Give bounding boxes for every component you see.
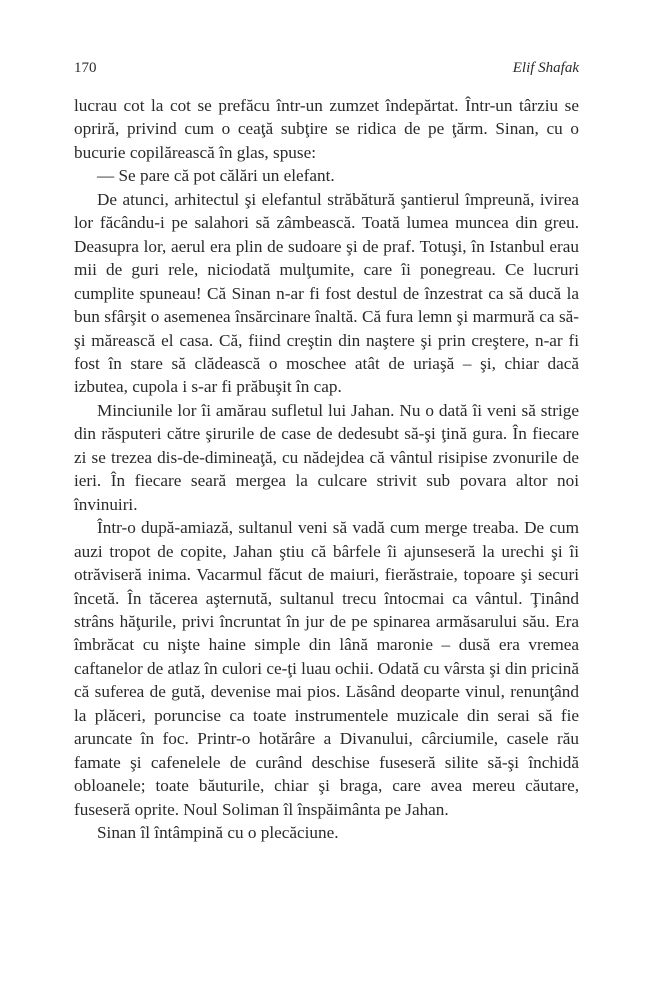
- paragraph: De atunci, arhitectul şi elefantul străbătură şantierul împreună, ivirea lor făcându-i pe salahori să zâmbească. Toată lumea muncea din greu. Deasupra lor, aerul era plin de sudoare şi de praf. Totuşi, în Istanbul erau mii de guri rele, niciodată mulţumite, care îi ponegreau. Ce lucruri cumplite spuneau! Că Sinan n-ar fi fost destul de înzestrat ca să ducă la bun sfârşit o asemenea însărcinare înaltă. Că fura lemn şi marmură ca să-şi mărească el casa. Că, fiind creştin din naştere şi prin creştere, n-ar fi fost în stare să clădească o moschee atât de uriaşă – şi, chiar dacă izbutea, cupola i s-ar fi prăbuşit în cap.: [74, 189, 579, 397]
- body-text: [74, 94, 579, 845]
- paragraph: Sinan îl întâmpină cu o plecăciune.: [97, 823, 339, 843]
- dialogue-line: — Se pare că pot călări un elefant.: [97, 166, 335, 186]
- author-name: Elif Shafak: [512, 60, 579, 76]
- running-head: [74, 60, 579, 84]
- paragraph: Într-o după-amiază, sultanul veni să vadă cum merge treaba. De cum auzi tropot de copite, Jahan ştiu că bârfele îi ajunseseră la urechi şi îi otrăviseră inima. Vacarmul făcut de maiuri, fierăstraie, topoare şi securi încetă. În tăcerea aşternută, sultanul trecu întocmai ca vântul. Ţinând strâns hăţurile, privi încruntat în jur de pe spinarea armăsarului său. Era îmbrăcat cu nişte haine simple din lână maronie – dusă era vremea caftanelor de atlaz în culori ce-ţi luau ochii. Odată cu vârsta şi din pricină că suferea de gută, devenise mai pios. Lăsând deoparte vinul, renunţând la plăceri, poruncise ca toate instrumentele muzicale din serai să fie aruncate în foc. Printr-o hotărâre a Divanului, cârciumile, casele rău famate şi cafenelele de curând deschise fuseseră silite să-şi închidă obloanele; toate băuturile, chiar şi braga, care avea mereu căutare, fuseseră oprite. Noul Soliman îl înspăimânta pe Jahan.: [74, 518, 579, 819]
- paragraph: Minciunile lor îi amărau sufletul lui Jahan. Nu o dată îi veni să strige din răsputeri către şirurile de case de dedesubt să-şi ţină gura. În fiecare zi se trezea dis-de-dimineaţă, cu nădejdea că vântul risipise zvonurile de ieri. În fiecare seară mergea la culcare strivit sub povara altor noi învinuiri.: [74, 400, 579, 514]
- paragraph: lucrau cot la cot se prefăcu într-un zumzet îndepărtat. Într-un târziu se opriră, privind cum o ceaţă subţire se ridica de pe ţărm. Sinan, cu o bucurie copilărească în glas, spuse:: [74, 96, 579, 162]
- page-number: 170: [74, 60, 97, 76]
